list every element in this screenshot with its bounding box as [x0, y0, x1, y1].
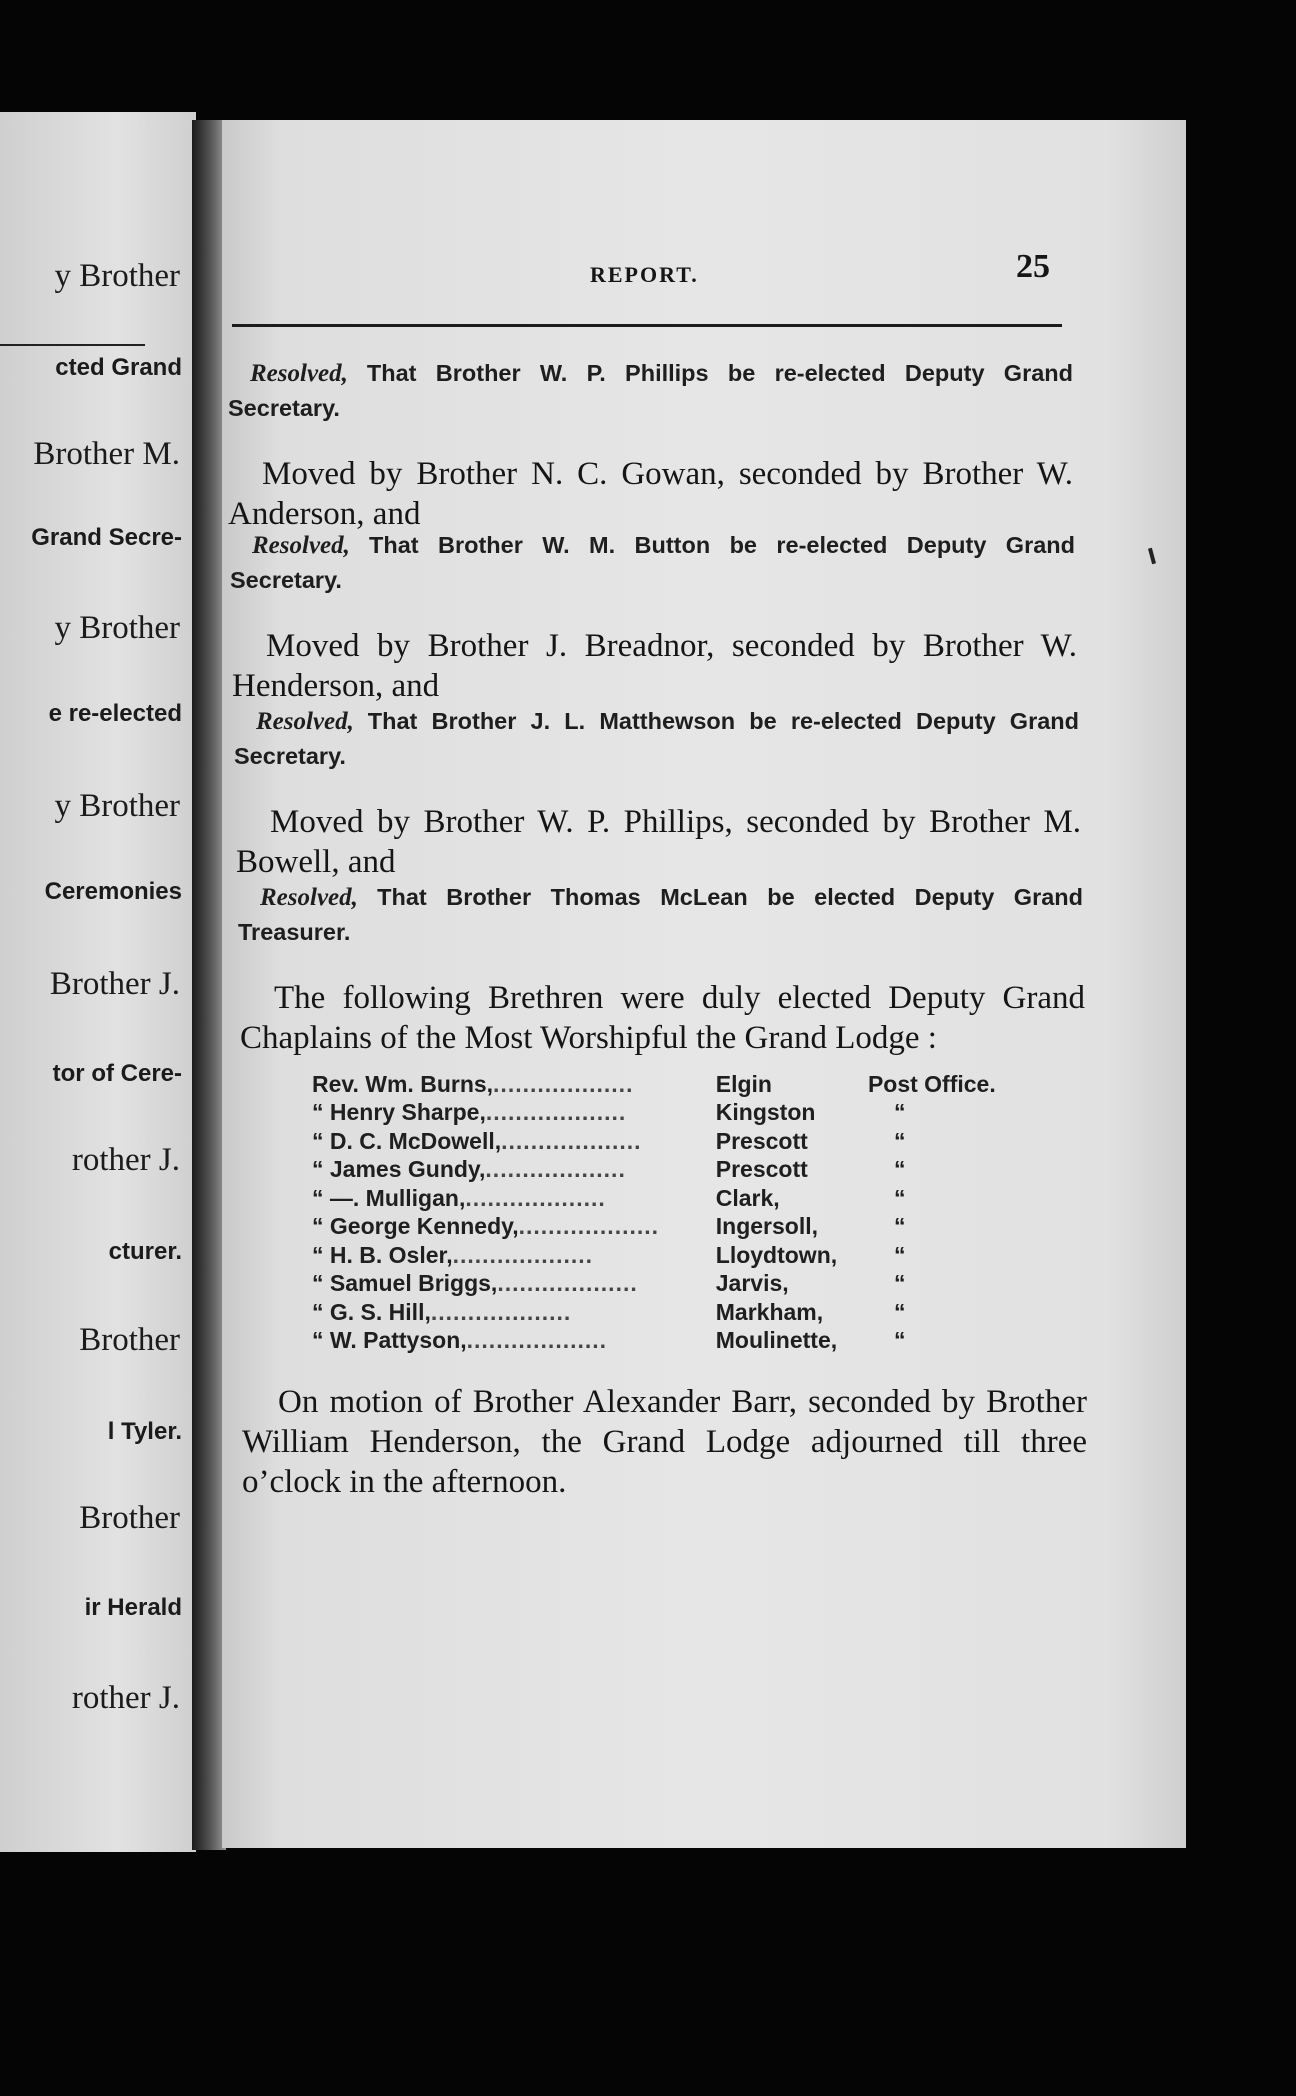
motion-paragraph: Moved by Brother N. C. Gowan, seconded by Brother W. Anderson, and — [228, 456, 1073, 532]
post-office-cell: “ — [893, 1241, 906, 1268]
chaplain-name: “ H. B. Osler, — [312, 1241, 453, 1268]
dot-leader: ................... — [518, 1213, 660, 1240]
resolution-paragraph — [230, 528, 1075, 597]
chaplain-row — [312, 1327, 1012, 1356]
resolution-text: That Brother W. P. Phillips be re-elected Deputy Grand Secretary. — [228, 360, 1073, 421]
motion-paragraph: Moved by Brother W. P. Phillips, seconded by Brother M. Bowell, and — [236, 804, 1081, 880]
chaplain-name: “ Samuel Briggs, — [312, 1270, 498, 1297]
resolution-text: That Brother Thomas McLean be elected Deputy Grand Treasurer. — [238, 884, 1084, 945]
chaplain-row — [312, 1070, 1012, 1099]
header-rule — [232, 324, 1062, 327]
chaplain-place: Jarvis, — [715, 1270, 789, 1297]
dot-leader: ................... — [493, 1070, 634, 1097]
chaplain-row — [312, 1156, 1012, 1185]
left-page-text-fragment: cted Grand — [55, 354, 182, 381]
report-page — [222, 120, 1186, 1848]
resolution-lead: Resolved, — [252, 532, 369, 559]
left-page-text-fragment: l Tyler. — [107, 1418, 182, 1445]
chaplain-row — [312, 1298, 1012, 1327]
left-page-text-fragment: tor of Cere- — [52, 1060, 182, 1087]
chaplain-name: “ W. Pattyson, — [312, 1327, 467, 1354]
resolution-text: That Brother W. M. Button be re-elected Deputy Grand Secretary. — [230, 532, 1076, 593]
chaplain-name: “ Henry Sharpe, — [312, 1099, 486, 1126]
left-page-text-fragment: e re-elected — [48, 700, 182, 727]
resolution-lead: Resolved, — [256, 708, 368, 735]
chaplain-row — [312, 1127, 1012, 1156]
dot-leader: ................... — [430, 1298, 572, 1325]
chaplain-name: “ James Gundy, — [312, 1156, 486, 1183]
chaplain-place: Markham, — [715, 1298, 824, 1325]
chaplain-row — [312, 1213, 1012, 1242]
post-office-cell: “ — [893, 1156, 906, 1183]
post-office-cell: Post Office. — [867, 1070, 996, 1097]
chaplain-name-cell — [312, 1327, 716, 1356]
post-office-cell: “ — [893, 1213, 906, 1240]
left-page-text-fragment: cturer. — [108, 1238, 182, 1265]
chaplain-name-cell — [312, 1213, 716, 1242]
chaplain-name-cell — [312, 1070, 716, 1099]
chaplain-name-cell — [312, 1241, 716, 1270]
dot-leader: ................... — [485, 1099, 627, 1126]
book-gutter — [192, 120, 226, 1850]
resolution-paragraph — [238, 880, 1083, 949]
chaplain-name: “ George Kennedy, — [312, 1213, 519, 1240]
chaplain-row — [312, 1184, 1012, 1213]
chaplain-place: Clark, — [715, 1184, 780, 1211]
left-page-text-fragment: ir Herald — [84, 1594, 182, 1621]
post-office-cell: “ — [893, 1327, 906, 1354]
dot-leader: ................... — [465, 1184, 606, 1211]
dot-leader: ................... — [485, 1156, 626, 1183]
chaplain-place: Lloydtown, — [715, 1241, 838, 1268]
chaplain-place: Kingston — [715, 1099, 816, 1126]
left-page-text-fragment: rother J. — [71, 1142, 180, 1178]
left-page-text-fragment: Brother M. — [33, 436, 180, 472]
resolution-lead: Resolved, — [260, 884, 378, 911]
chaplain-name-cell — [312, 1156, 716, 1185]
dot-leader: ................... — [497, 1270, 638, 1297]
left-page-text-fragment: Brother — [79, 1500, 180, 1536]
left-page-text-fragment: y Brother — [54, 258, 180, 294]
chaplain-name-cell — [312, 1270, 716, 1299]
post-office-cell: “ — [893, 1099, 906, 1126]
chaplain-name-cell — [312, 1184, 716, 1213]
left-page-text-fragment: Ceremonies — [44, 878, 182, 905]
chaplain-name-cell — [312, 1099, 716, 1128]
running-header: REPORT. — [590, 262, 699, 287]
chaplain-row — [312, 1241, 1012, 1270]
chaplain-place: Ingersoll, — [715, 1213, 819, 1240]
adjournment-paragraph: On motion of Brother Alexander Barr, seconded by Brother William Henderson, the Grand Lodge adjourned till three o’clock in the afternoon. — [242, 1384, 1087, 1500]
resolution-paragraph — [234, 704, 1079, 773]
motion-paragraph: Moved by Brother J. Breadnor, seconded by Brother W. Henderson, and — [232, 628, 1077, 704]
chaplain-row — [312, 1099, 1012, 1128]
dot-leader: ................... — [501, 1127, 642, 1154]
left-page-header-rule — [0, 344, 145, 346]
dot-leader: ................... — [466, 1327, 608, 1354]
left-page-text-fragment: y Brother — [54, 610, 180, 646]
chaplain-name: “ —. Mulligan, — [312, 1184, 466, 1211]
left-page-text-fragment: Grand Secre- — [31, 524, 182, 551]
post-office-cell: “ — [893, 1270, 906, 1297]
chaplain-name-cell — [312, 1298, 716, 1327]
chaplain-name-cell — [312, 1127, 716, 1156]
left-page-text-fragment: y Brother — [54, 788, 180, 824]
left-page-text-fragment: Brother — [79, 1322, 180, 1358]
chaplain-place: Prescott — [715, 1156, 808, 1183]
resolution-lead: Resolved, — [250, 360, 367, 387]
post-office-cell: “ — [893, 1127, 906, 1154]
post-office-cell: “ — [893, 1184, 906, 1211]
chaplains-table — [312, 1070, 1012, 1355]
resolution-text: That Brother J. L. Matthewson be re-elected Deputy Grand Secretary. — [234, 708, 1079, 769]
page-number: 25 — [1016, 248, 1050, 285]
chaplain-name: “ D. C. McDowell, — [312, 1127, 502, 1154]
chaplain-place: Prescott — [715, 1127, 808, 1154]
previous-page-fragment — [0, 112, 196, 1852]
chaplain-name: Rev. Wm. Burns, — [312, 1070, 494, 1097]
post-office-cell: “ — [893, 1298, 906, 1325]
resolution-paragraph — [228, 356, 1073, 425]
chaplain-name: “ G. S. Hill, — [312, 1298, 431, 1325]
dot-leader: ................... — [452, 1241, 594, 1268]
left-page-text-fragment: rother J. — [71, 1680, 180, 1716]
chaplains-intro-paragraph: The following Brethren were duly elected Deputy Grand Chaplains of the Most Worshipful the Grand Lodge : — [240, 980, 1085, 1056]
chaplain-place: Elgin — [715, 1070, 772, 1097]
left-page-text-fragment: Brother J. — [49, 966, 180, 1002]
chaplain-place: Moulinette, — [715, 1327, 838, 1354]
chaplain-row — [312, 1270, 1012, 1299]
